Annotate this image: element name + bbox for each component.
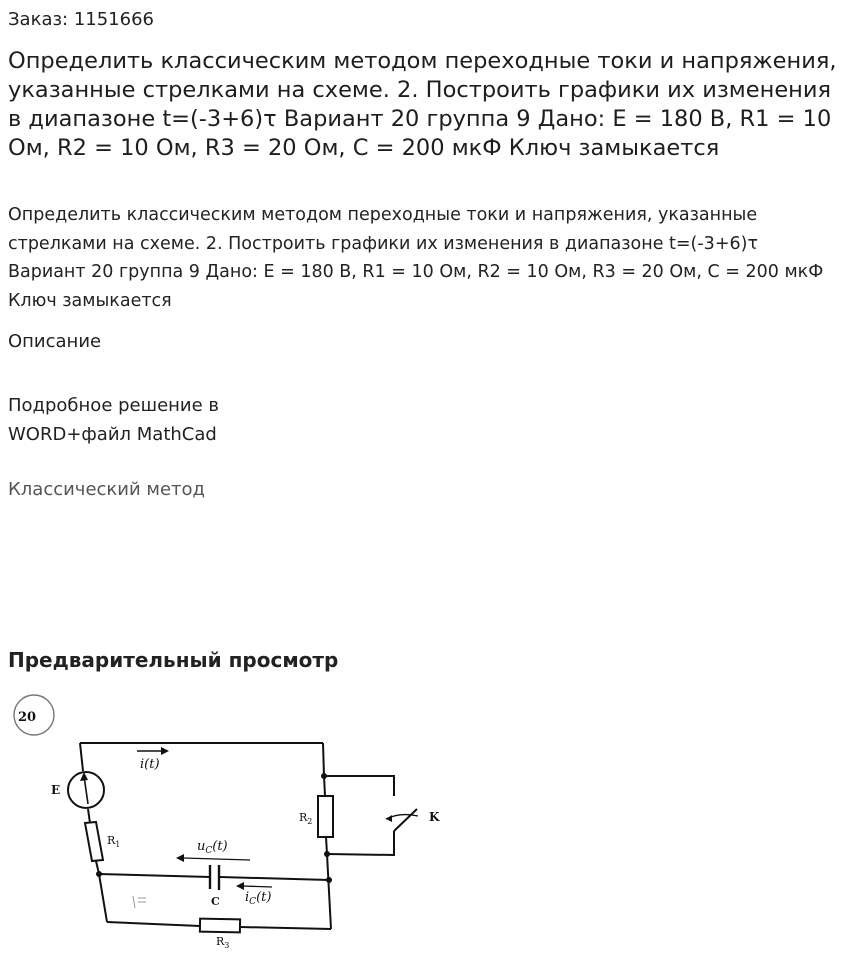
capacitor-current-label: $i_C(t)$ bbox=[245, 890, 272, 907]
current-arrow bbox=[137, 747, 169, 772]
resistor-r1 bbox=[85, 822, 120, 861]
current-label: i(t) bbox=[140, 757, 160, 772]
resistor-r2 bbox=[299, 796, 333, 837]
solution-description: Подробное решение в WORD+файл MathCad bbox=[8, 395, 220, 445]
variant-badge bbox=[14, 695, 54, 735]
circuit-diagram bbox=[0, 686, 460, 965]
order-number: Заказ: 1151666 bbox=[8, 9, 154, 30]
variant-number: 20 bbox=[18, 710, 37, 725]
page-title: Определить классическим методом переходные токи и напряжения, указанные стрелками на схеме. 2. Построить графики их изменения в диапазоне t=(-3+6)τ Вариант 20 группа 9 Дано: E = 180 В, R1 = 10 Ом, R2 = 10 Ом, R3 = 20 Ом, C = 200 мкФ Ключ замыкается bbox=[8, 48, 837, 161]
r3-label: $R_3$ bbox=[216, 935, 230, 950]
source-label: E bbox=[51, 783, 61, 797]
capacitor-current-arrow bbox=[236, 882, 272, 907]
preview-heading: Предварительный просмотр bbox=[8, 648, 339, 672]
faint-mark bbox=[133, 896, 146, 908]
capacitor-label: C bbox=[211, 895, 220, 908]
r1-label: $R_1$ bbox=[107, 834, 121, 849]
voltage-source bbox=[51, 772, 104, 808]
capacitor bbox=[210, 865, 220, 908]
product-short-description: Определить классическим методом переходные токи и напряжения, указанные стрелками на схеме. 2. Построить графики их изменения в диапазоне t=(-3+6)τ Вариант 20 группа 9 Дано: E = 180 В, R1 = 10 Ом, R2 = 10 Ом, R3 = 20 Ом, C = 200 мкФ Ключ замыкается bbox=[8, 205, 824, 311]
description-heading: Описание bbox=[8, 331, 102, 352]
method-description: Классический метод bbox=[8, 479, 205, 500]
resistor-r3 bbox=[200, 919, 240, 950]
capacitor-voltage-arrow bbox=[176, 839, 250, 862]
r2-label: $R_2$ bbox=[299, 811, 313, 826]
capacitor-voltage-label: $u_C(t)$ bbox=[197, 839, 228, 856]
switch-label: K bbox=[429, 810, 440, 824]
circuit-nodes bbox=[96, 773, 332, 883]
